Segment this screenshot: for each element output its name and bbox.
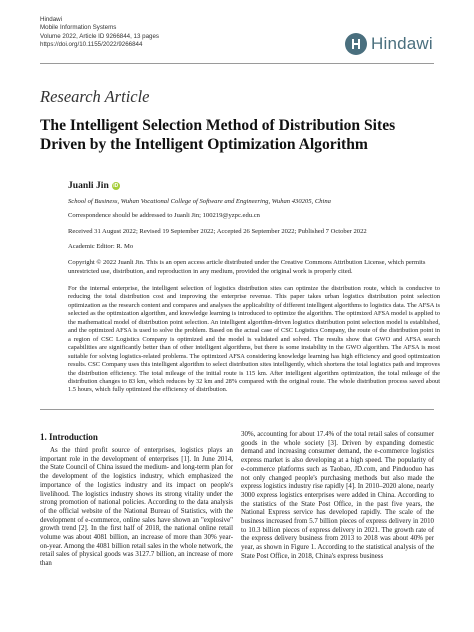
section-heading: 1. Introduction [40,432,98,442]
body-column-left: As the third profit source of enterprises, logistics plays an important role in the development of enterprises [1]. In June 2014, the State Council of China issued the medium- and long-term plan for the development of the logistics industry, which emphasized the importance of the logistics industry and its impact on people's livelihood. The logistics industry shows its strong vitality under the strong promotion of national policies. According to the data analysis of the official website of the National Bureau of Statistics, with the development of e-commerce, online sales have shown an "explosive" growth trend [2]. In the first half of 2018, the national online retail volume was about 4081 billion, an increase of more than 30% year-on-year. Among the 4081 billion retail sales in the whole network, the retail sales of physical goods was 3127.7 billion, an increase of more than [40,447,233,568]
volume-line: Volume 2022, Article ID 9266844, 13 pages [40,32,160,40]
journal-meta [40,16,159,50]
publisher-name: Hindawi [40,16,63,23]
affiliation: School of Business, Wuhan Vocational College of Software and Engineering, Wuhan 430205, China [68,198,331,205]
abstract-divider [40,409,434,410]
correspondence: Correspondence should be addressed to Juanli Jin; 100219@yzpc.edu.cn [68,212,260,219]
abstract: For the internal enterprise, the intelligent selection of logistics distribution sites can optimize the distribution route, which is conducive to reducing the total distribution cost and improving the enterprise revenue. This paper takes urban logistics distribution point selection optimization as the research content and compares and analyses the applicability of different intelligent algorithms to logistics data. The AFSA is selected as the optimization algorithm, and knowledge learning is introduced to optimize the algorithm. The optimized AFSA model is applied to the mathematical model of distribution point selection. An intelligent algorithm-driven logistics distribution point selection model is established, and the optimized AFSA is used to solve the problem. Based on the actual case of CSC Logistics Company, the route of the distribution point in a region of CSC Logistics Company is optimized and the model is validated and solved. The results show that GWO and AFSA search capabilities are significantly better than of other intelligent algorithms, but there is some instability in the GWO algorithm. The AFSA is most suitable for solving logistics-related problems. The optimized AFSA considering knowledge learning has high efficiency and good optimization results. CSC Company uses this intelligent algorithm to select distribution sites intelligently, which shortens the total logistics path and improves the distribution efficiency. The total mileage of the initial route is 115 km. After intelligent algorithm optimization, the total mileage of the distribution changes to 83 km, which reduces by 32 km and 28% compared with the original route. The whole distribution process saved about 1.5 hours, which fully optimized the efficiency of distribution. [68,285,440,394]
academic-editor: Academic Editor: R. Mo [68,243,134,250]
article-title: The Intelligent Selection Method of Distribution Sites Driven by the Intelligent Optimization Algorithm [40,117,396,153]
body-column-right: 30%, accounting for about 17.4% of the total retail sales of consumer goods in the whole society [3]. Driven by expanding domestic demand and increasing consumer demand, the e-commerce logistics express market is also developing at a high speed. The popularity of e-commerce platforms such as Taobao, JD.com, and Pinduoduo has not only changed people's purchasing methods but also made the express logistics industry rise rapidly [4]. In 2010–2020 alone, nearly 3000 express logistics enterprises were added in China. According to the statistics of the State Post Office, in the past five years, the National Express service has developed rapidly. The scale of the business increased from 5.7 billion pieces of express delivery in 2010 to 10.3 billion pieces of express delivery in 2021. The growth rate of the express delivery business from 2013 to 2018 was about 40% per year, as shown in Figure 1. According to the statistical analysis of the State Post Office, in 2018, China's express business [241,431,434,560]
author-name: Juanli Jin [68,180,109,191]
hindawi-logo-icon [345,33,367,55]
logo-text: Hindawi [371,34,433,53]
hindawi-logo [345,33,433,55]
header-divider [40,63,434,64]
journal-name: Mobile Information Systems [40,24,117,32]
orcid-icon[interactable]: iD [113,182,119,189]
doi-link[interactable]: https://doi.org/10.1155/2022/9266844 [40,41,143,49]
article-type: Research Article [40,87,150,106]
publication-dates: Received 31 August 2022; Revised 19 September 2022; Accepted 26 September 2022; Published 7 October 2022 [68,228,367,235]
license-text: Copyright © 2022 Juanli Jin. This is an open access article distributed under the Creative Commons Attribution License, which permits unrestricted use, distribution, and reproduction in any medium, provided the original work is properly cited. [68,259,426,275]
author-row [68,180,120,191]
